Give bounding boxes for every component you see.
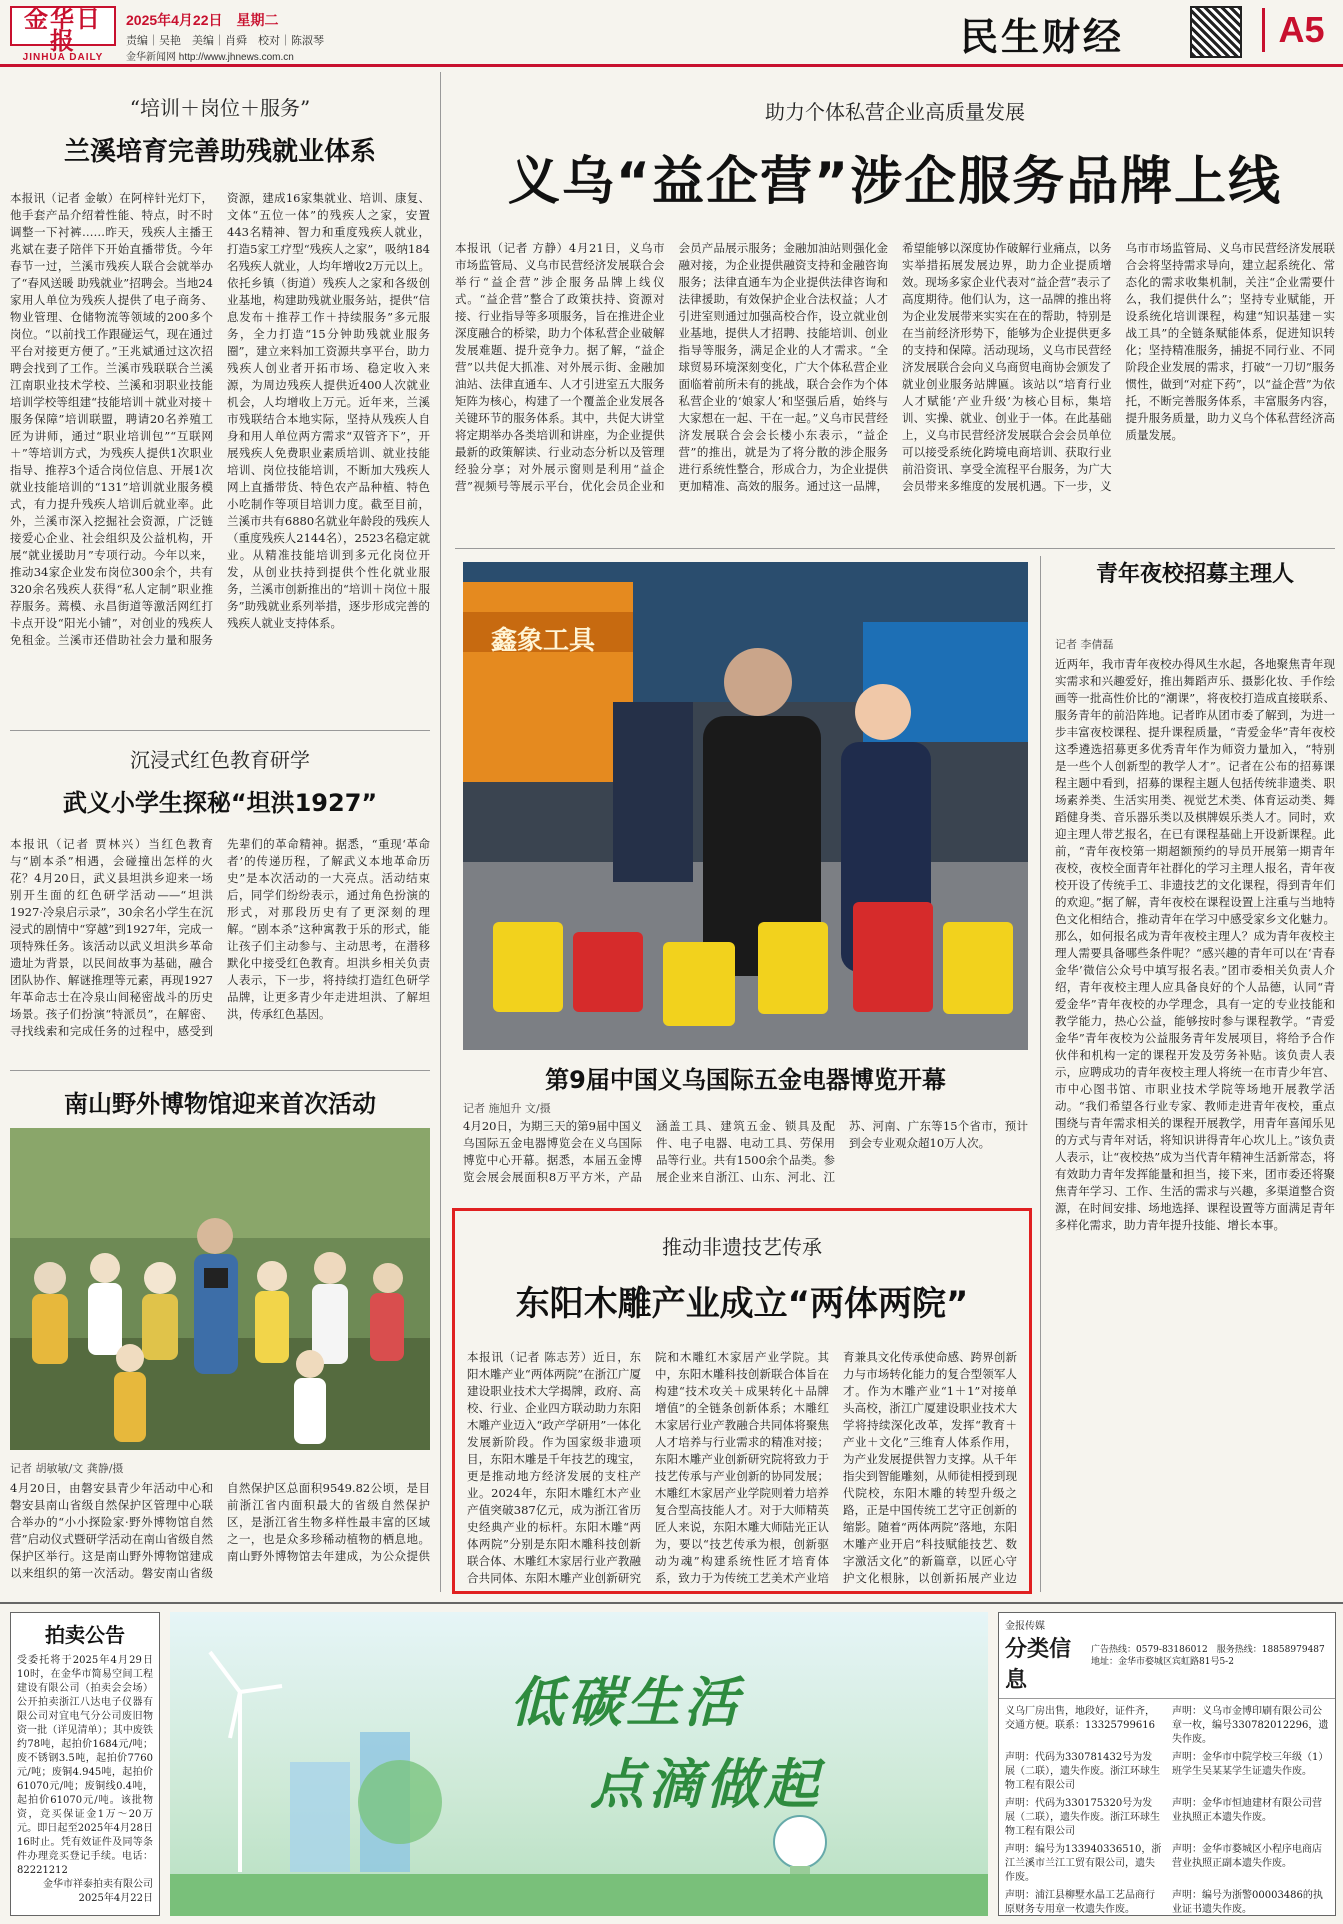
article-dongyang — [452, 1208, 1032, 1594]
classifieds-title: 分类信息 — [1005, 1637, 1072, 1693]
article-byline: 记者 胡敏敏/文 龚静/摄 — [10, 1462, 124, 1475]
article-body: 近两年，我市青年夜校办得风生水起，各地聚焦青年现实需求和兴趣爱好，推出舞蹈声乐、摄影化妆、手作绘画等一批高性价比的“潮课”，将夜校打造成直接联系、服务青年的前沿阵地。记者昨从团市委了解到，为进一步丰富夜校课程、提升课程质量，“青爱金华”青年夜校这季遴选招募更多优秀青年作为师资力量加入，“特别是一些个人创新型的教学人才”。记者在公布的招募课程主题中看到，招募的课程主题人包括传统非遗类、职场素养类、生活实用类、视觉艺术类、体育运动类、舞蹈健身类、音乐器乐类以及棋牌娱乐类人才。同时，欢迎主理人带艺报名，在已有课程基础上开设新课程。此前，“青年夜校第一期超额预约的导员开展第一期青年夜校，夜校全面青年社群化的学习主理人报名，青年夜校开设了传统手工、非遗技艺的文化课程，得到青年们的欢迎。”据了解，青年夜校在课程设置上注重与当地特色文化相结合，推动青年在学习中感受家乡文化魅力。那么，如何报名成为青年夜校主理人？成为青年夜校主理人需要具备哪些条件呢？“感兴趣的青年可以在‘青春金华’微信公众号中填写报名表。”团市委相关负责人介绍，青年夜校主理人应具备良好的个人品德，认同“青爱金华”青年夜校的办学理念，具有一定的专业技能和教学能力，热心公益，能够按时参与课程教学。“青爱金华”青年夜校为公益服务青年发展项目，将给予合作伙伴和机构一定的课程开发及劳务补贴。该负责人表示，应聘成功的青年夜校主理人将统一在市青少年宫、市中心图书馆、市职业技术学院等场地开展教学活动。“我们希望各行业专家、教师走进青年夜校，重点围绕与青年需求相关的课程开展教学，用青年喜闻乐见的方式与青年对话，将知识讲得青年心坎儿上。”该负责人表示，让“夜校热”成为当代青年精神生活新常态，将有效助力青年发挥能量和担当，接下来，团市委还将聚焦青年学习、工作、生活的需求与兴趣，多渠道整合资源，在时间安排、场地选择、课程设置等方面满足青年多样化需求，助力青年提升技能、增长本事。 — [1055, 657, 1335, 1232]
column-divider — [1040, 556, 1041, 1592]
website-link[interactable]: 金华新闻网 http://www.jhnews.com.cn — [126, 52, 294, 63]
article-body: 本报讯（记者 贾林兴）当红色教育与“剧本杀”相遇，会碰撞出怎样的火花？4月20日，武义县坦洪乡迎来一场别开生面的红色研学活动——“坦洪1927·冷泉启示录”，30余名小学生在沉浸式的剧情中“穿越”到1927年，完成一项特殊任务。该活动以武义坦洪乡革命遗址为背景，以民间故事为基础，融合团队协作、解谜推理等元素，再现1927年革命志士在冷泉山间秘密战斗的历史场景。孩子们扮演“特派员”，在解密、寻找线索和完成任务的过程中，感受到先辈们的革命精神。据悉，“重现‘革命者’的传递历程，了解武义本地革命历史”是本次活动的一大亮点。活动结束后，同学们纷纷表示，通过角色扮演的形式，对那段历史有了更深刻的理解。“剧本杀”这种寓教于乐的形式，能让孩子们主动参与、主动思考，在潜移默化中接受红色教育。坦洪乡相关负责人表示，下一步，将持续打造红色研学品牌，让更多青少年走进坦洪、了解坦洪，传承红色基因。 — [10, 837, 430, 1038]
classifieds-contact: 广告热线：0579-83186012 服务热线：18858979487 地址：金华市婺城区宾虹路81号5-2 — [1091, 1644, 1334, 1667]
article-body: 本报讯（记者 金敏）在阿梓针光灯下，他手套产品介绍着性能、特点，时不时调整一下衬裤……昨天，残疾人主播王兆斌在妻子陪伴下开始直播带货。今年春节一过，兰溪市残疾人联合会就举办了“春风送暖 助残就业”招聘会。当地24家用人单位为残疾人提供了电子商务、物业管理、仓储物流等领域的200多个岗位。“以前找工作跟碰运气，现在通过平台对接更方便了。”王兆斌通过这次招聘会找到了工作。兰溪市残联联合兰溪江南职业技术学校、兰溪和羽职业技能培训学校等组建“技能培训＋就业对接＋服务保障”培训联盟，聘请20名养殖工匠为讲师，通过“职业培训包”“互联网＋”等培训方式，为残疾人提供1次职业指导、推荐3个适合岗位信息、开展1次就业技能培训的“131”培训就业服务模式，有力提升残疾人培训后就业率。此外，兰溪市深入挖掘社会资源，广泛链接爱心企业、社会组织及公益机构，开展“就业援助月”专项行动。今年以来，推动34家企业发布岗位300余个，共有320余名残疾人获得“私人定制”职业推荐服务。蔫模、永昌街道等激活网红打卡点开设“阳光小铺”，对创业的残疾人免租金。兰溪市还借助社会力量和服务资源，建成16家集就业、培训、康复、文体“五位一体”的残疾人之家，安置443名精神、智力和重度残疾人就业，打造5家工疗型“残疾人之家”，吸纳184名残疾人就业，人均年增收2万元以上。依托乡镇（街道）残疾人之家和各级创业基地，构建助残就业服务站，提供“信息发布＋推荐工作＋持续服务”多元服务，全力打造“15分钟助残就业服务圈”，建立来料加工资源共享平台，助力残疾人创业者开拓市场、稳定收入来源，为周边残疾人提供近400人次就业机会，人均增收上万元。近年来，兰溪市残联结合本地实际，坚持从残疾人自身和用人单位两方需求“双管齐下”，开展残疾人免费职业素质培训、就业技能培训、岗位技能培训，不断加大残疾人网上直播带货、特色农产品种植、特色小吃制作等项目培训力度。截至目前，兰溪市共有6880名就业年龄段的残疾人（重度残疾人2144名），2523名稳定就业。从精准技能培训到多元化岗位开发，从创业扶持到提供个性化就业服务，兰溪市创新推出的“培训＋岗位＋服务”助残就业系列举措，逐步形成完善的残疾人就业支持体系。 — [10, 191, 430, 647]
classified-item: 义乌厂房出售，地段好，证件齐，交通方便。联系：13325799616 — [1005, 1706, 1155, 1731]
article-kicker: 推动非遗技艺传承 — [662, 1235, 822, 1259]
issue-date: 2025年4月22日 星期二 — [126, 12, 279, 28]
classified-item: 声明：代码为330781432号为发展（二联），遗失作废。浙江环球生物工程有限公司 — [1005, 1752, 1160, 1791]
auction-body: 受委托将于2025年4月29日10时，在金华市简易空间工程建设有限公司（拍卖会会场）公开拍卖浙江八达电子仪器有限公司对宜电气分公司废旧物资一批（详见清单）；其中废铁约78吨，起拍价1684元/吨；废不锈钢3.5吨，起拍价7760元/吨；废铜4.945吨，起拍价61070元/吨；废铜线0.4吨，起拍价61070元/吨。该批物资，竞买保证金1万～20万元。即日起至2025年4月28日16时止。凭有效证件及同等条件办理竞买登记手续。电话：82221212 — [17, 1655, 153, 1876]
classified-item: 声明：浦江县柳墅水晶工艺品商行原财务专用章一枚遗失作废。 — [1005, 1890, 1155, 1915]
classifieds-brand: 金报传媒 — [1005, 1621, 1045, 1632]
section-divider — [10, 730, 430, 731]
section-divider — [455, 548, 1335, 549]
article-title: 兰溪培育完善助残就业体系 — [63, 137, 376, 167]
classifieds-header — [1005, 1617, 1085, 1694]
ad-slogan-line1: 低碳生活 — [510, 1671, 742, 1734]
masthead — [0, 0, 1343, 66]
classifieds — [998, 1612, 1336, 1916]
article-kicker: “培训＋岗位＋服务” — [129, 96, 311, 120]
expo-photo — [463, 562, 1028, 1050]
booth-sign: 鑫象工具 — [491, 626, 596, 656]
article-lanxi — [10, 92, 430, 168]
classified-item: 声明：金华市中院学校三年级（1）班学生吴某某学生证遗失作废。 — [1172, 1752, 1329, 1777]
editor-credits: 责编｜吴艳 美编｜肖舜 校对｜陈淑琴 — [126, 35, 324, 47]
wind-turbine-illustration — [170, 1612, 988, 1916]
article-body: 4月20日，由磐安县青少年活动中心和磐安县南山省级自然保护区管理中心联合举办的“小小探险家·野外博物馆自然营”启动仪式暨研学活动在南山省级自然保护区举行。这是南山野外博物馆建成以来组织的第一次活动。磐安南山省级自然保护区总面积9549.82公顷，是目前浙江省内面积最大的省级自然保护区，是浙江省生物多样性最丰富的区域之一，也是众多珍稀动植物的栖息地。南山野外博物馆去年建成，为公众提供 — [10, 1481, 430, 1580]
classified-item: 声明：编号为133940336510，浙江兰溪市兰江工贸有限公司，遗失作废。 — [1005, 1844, 1162, 1883]
article-byline: 记者 李倩磊 — [1055, 638, 1114, 651]
classifieds-list — [999, 1699, 1335, 1923]
classified-item: 声明：金华市恒迪建材有限公司营业执照正本遗失作废。 — [1172, 1798, 1322, 1823]
classified-item: 声明：代码为330175320号为发展（二联），遗失作废。浙江环球生物工程有限公司 — [1005, 1798, 1160, 1837]
article-kicker: 助力个体私营企业高质量发展 — [765, 100, 1025, 124]
auction-title: 拍卖公告 — [45, 1623, 125, 1647]
article-title: 东阳木雕产业成立“两体两院” — [515, 1284, 969, 1324]
auction-company: 金华市祥泰拍卖有限公司 — [43, 1879, 153, 1890]
article-yiwu — [455, 96, 1335, 214]
article-body: 本报讯（记者 方静）4月21日，义乌市市场监管局、义乌市民营经济发展联合会举行“益企营”涉企服务品牌上线仪式。“益企营”整合了政策扶持、资源对接、行业指导等多项服务，旨在推进企业深度融合的桥梁，助力个体私营企业破解发展难题、提升竞争力。据了解，“益企营”以共促大抓准、对外展示街、金融加油站、法律直通车、人才引进室五大服务矩阵为核心，构建了一个覆盖企业发展各关键环节的服务体系。其中，共促大讲堂将定期举办各类培训和讲座，为企业提供最新的政策解读、行业动态分析以及管理经验分享；对外展示窗则是利用“益企营”视频号等展示平台，优化会员企业和会员产品展示服务；金融加油站则强化金融对接，为企业提供融资支持和金融咨询服务；法律直通车为企业提供法律咨询和法律援助，有效保护企业合法权益；人才引进室则通过加强高校合作，设立就业创业基地，提供人才招聘、技能培训、创业指导等服务，满足企业的人才需求。“全球贸易环境深刻变化，广大个体私营企业面临着前所未有的挑战，联合会作为个体私营企业的‘娘家人’和坚强后盾，始终与大家想在一起、干在一起。”义乌市民营经济发展联合会会长楼小东表示，“益企营”的推出，就是为了将分散的涉企服务进行系统性整合，形成合力，为企业提供更加精准、高效的服务。通过这一品牌，希望能够以深度协作破解行业痛点，以务实举措拓展发展边界，助力企业提质增效。现场多家企业代表对“益企营”表示了高度期待。他们认为，这一品牌的推出将为企业发展带来实实在在的帮助，特别是在当前经济形势下，能够为企业提供更多的支持和保障。活动现场，义乌市民营经济发展联合会向义乌商贸电商协会颁发了就业创业服务站牌匾。该站以“培育行业人才赋能‘产业升级’为核心目标，集培训、实操、就业、创业于一体。在此基础上，义乌市民营经济发展联合会会员单位可以接受系统化跨境电商培训、获取行业前沿资讯、享受全流程平台服务，为广大会员带来多维度的发展机遇。下一步，义乌市市场监管局、义乌市民营经济发展联合会将坚持需求导向，建立起系统化、常态化的需求收集机制，关注“企业需要什么，我们提供什么”；坚持专业赋能，开设系统化培训课程，构建“知识基建－实战工具”的全链条赋能体系，促进知识转化；坚持精准服务，捕捉不同行业、不同阶段企业发展的需求，打破“一刀切”服务惯性，做到“对症下药”，以“益企营”为依托，不断完善服务体系，丰富服务内容，提升服务质量，助力义乌个体私营经济高质量发展。 — [455, 241, 1335, 493]
classified-item: 声明：金华市婺城区小程序电商店营业执照正副本遗失作废。 — [1172, 1844, 1322, 1869]
photo-text: 4月20日，为期三天的第9届中国义乌国际五金电器博览会在义乌国际博览中心开幕。据悉，本届五金博览会展会展面积8万平方米，产品涵盖工具、建筑五金、锁具及配件、电子电器、电动工具、劳保用品等行业。共有1500余个品类。参展企业来自浙江、山东、河北、江苏、河南、广东等15个省市，预计到会专业观众超10万人次。 — [463, 1119, 1028, 1184]
column-divider — [440, 72, 441, 1592]
qr-code-icon — [1190, 6, 1242, 58]
auction-date: 2025年4月22日 — [78, 1893, 153, 1904]
ad-divider — [0, 1602, 1343, 1604]
classified-item: 声明：义乌市金博印刷有限公司公章一枚，编号330782012296，遗失作废。 — [1172, 1706, 1329, 1745]
article-body: 本报讯（记者 陈志芳）近日，东阳木雕产业“两体两院”在浙江广厦建设职业技术大学揭牌，政府、高校、行业、企业四方联动助力东阳木雕产业迈入“政产学研用”一体化发展新阶段。作为国家级非遗项目，东阳木雕是千年技艺的瑰宝，更是推动地方经济发展的支柱产业。2024年，东阳木雕红木产业产值突破387亿元，成为浙江省历史经典产业的标杆。东阳木雕“两体两院”分别是东阳木雕科技创新联合体、木雕红木家居行业产教融合共同体、东阳木雕产业创新研究院和木雕红木家居产业学院。其中，东阳木雕科技创新联合体旨在构建“技术攻关＋成果转化＋品牌增值”的全链条创新体系；木雕红木家居行业产教融合共同体将聚焦人才培养与行业需求的精准对接；东阳木雕产业创新研究院将致力于技艺传承与产业创新的协同发展；木雕红木家居产业学院则着力培养复合型高技能人才。对于大师精英匠人来说，东阳木雕大师陆光正认为，要以“技艺传承为根，创新驱动为魂”构建系统性匠才培育体系，致力于为传统工艺美术产业培育兼具文化传承使命感、跨界创新力与市场转化能力的复合型领军人才。作为木雕产业“1＋1”对接单头高校，浙江广厦建设职业技术大学将持续深化改革，发挥“教育＋产业＋文化”三维育人体系作用，为产业发展提供智力支撑。从千年指尖到智能雕刻，从师徒相授到现代院校，东阳木雕的转型升级之路，正是中国传统工艺守正创新的缩影。随着“两体两院”落地，东阳木雕产业开启“科技赋能技艺、数字激活文化”的新篇章，以匠心守护文化根脉，以创新拓展产业边 — [467, 1350, 1017, 1585]
photo-caption: 第9届中国义乌国际五金电器博览开幕 — [545, 1066, 946, 1094]
article-wuyi — [10, 744, 430, 818]
masthead-rule — [0, 64, 1343, 67]
article-title: 武义小学生探秘“坦洪1927” — [62, 789, 378, 817]
auction-notice — [10, 1612, 160, 1916]
page-number: A5 — [1262, 8, 1338, 52]
classified-item: 声明：编号为浙警00003486的执业证书遗失作废。 — [1172, 1890, 1323, 1915]
article-title: 南山野外博物馆迎来首次活动 — [64, 1090, 376, 1118]
low-carbon-ad — [170, 1612, 988, 1916]
museum-photo — [10, 1128, 430, 1450]
article-title: 青年夜校招募主理人 — [1095, 562, 1294, 587]
article-title: 义乌“益企营”涉企服务品牌上线 — [507, 152, 1283, 212]
photo-byline: 记者 施旭升 文/摄 — [463, 1102, 551, 1115]
article-kicker: 沉浸式红色教育研学 — [130, 748, 310, 772]
newspaper-logo: 金华日报 JINHUA DAILY — [10, 6, 116, 46]
section-divider — [10, 1070, 430, 1071]
ad-slogan-line2: 点滴做起 — [590, 1753, 822, 1816]
section-title: 民生财经 — [960, 15, 1125, 59]
